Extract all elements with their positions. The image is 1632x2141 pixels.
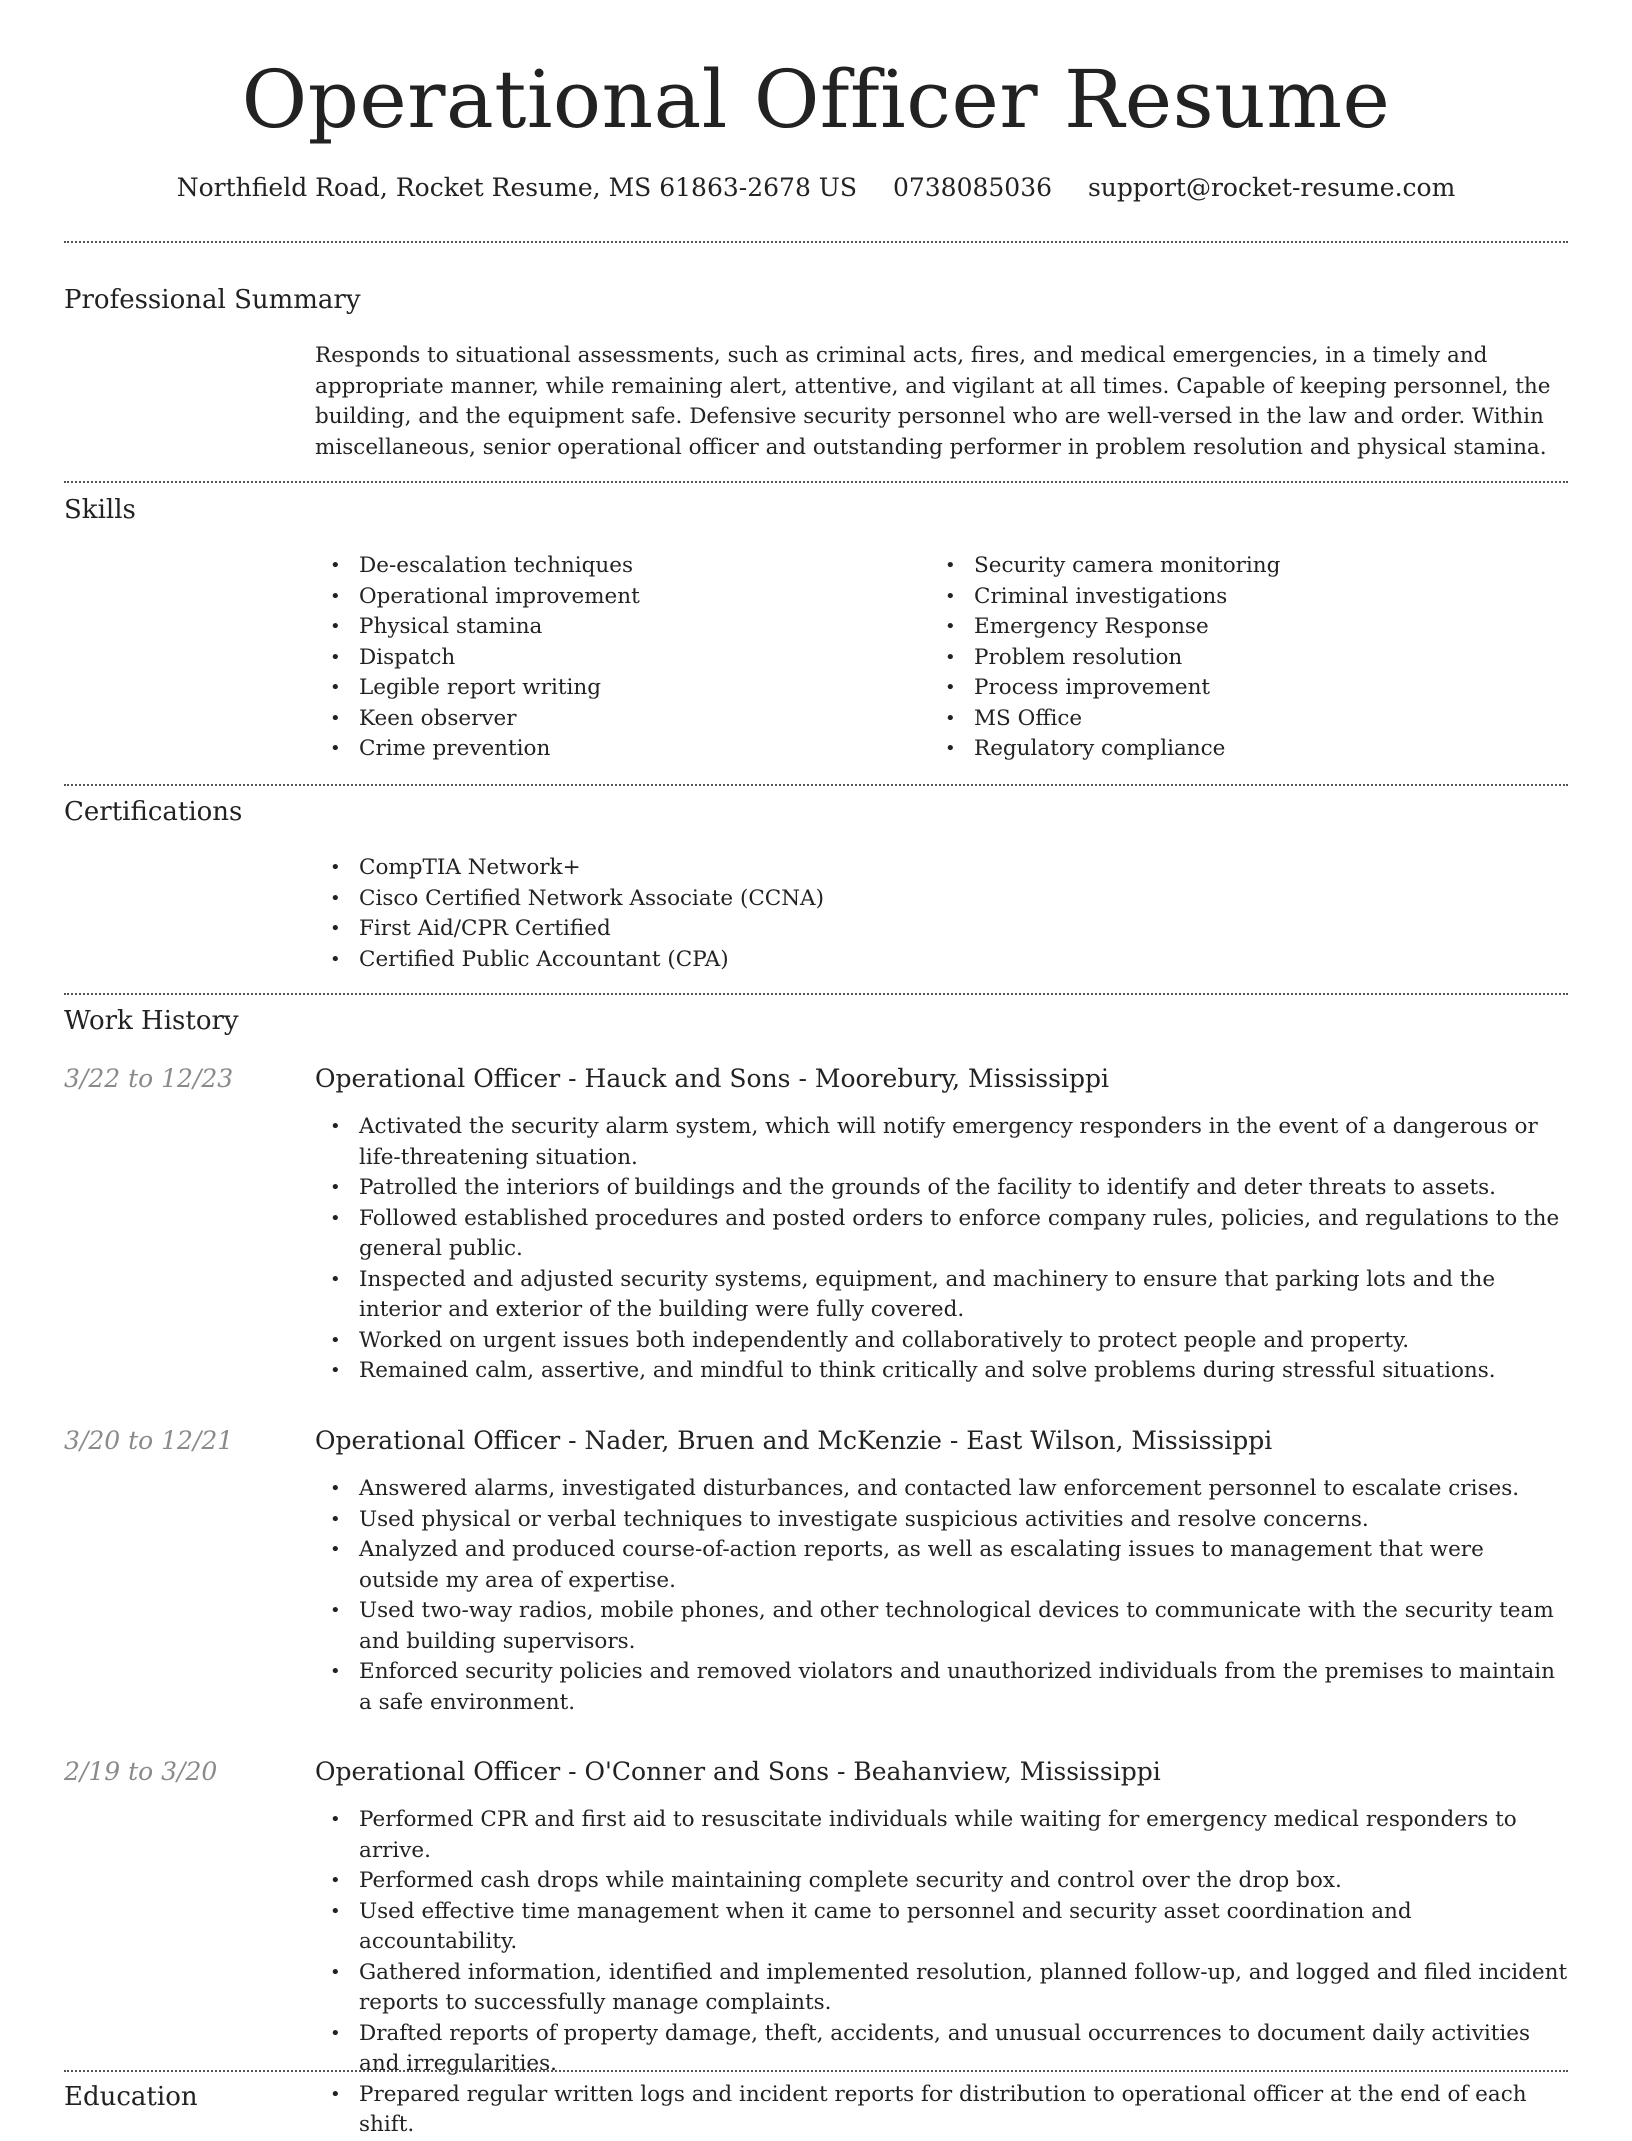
skill-item: • Dispatch (315, 643, 915, 674)
job-bullet: • Analyzed and produced course-of-action reports, as well as escalating issues to management that were outside my area of expertise. (315, 1535, 1568, 1596)
job-bullet: • Used effective time management when it came to personnel and security asset coordination and accountability. (315, 1897, 1568, 1958)
skill-item: • Process improvement (930, 673, 1530, 704)
skill-item: • Physical stamina (315, 612, 915, 643)
contact-address: Northfield Road, Rocket Resume, MS 61863-2678 US (176, 173, 857, 202)
divider (64, 481, 1568, 483)
divider (64, 241, 1568, 243)
job-bullet: • Gathered information, identified and implemented resolution, planned follow-up, and logged and filed incident reports to successfully manage complaints. (315, 1958, 1568, 2019)
job-title: Operational Officer - Nader, Bruen and McKenzie - East Wilson, Mississippi (315, 1426, 1273, 1455)
job-bullet: • Patrolled the interiors of buildings and the grounds of the facility to identify and deter threats to assets. (315, 1173, 1568, 1204)
section-title-skills: Skills (64, 495, 136, 525)
job-bullet: • Performed CPR and first aid to resuscitate individuals while waiting for emergency medical responders to arrive. (315, 1805, 1568, 1866)
contact-line (0, 170, 1632, 206)
skill-item: • De-escalation techniques (315, 551, 915, 582)
skills-list (315, 551, 1568, 767)
skill-item: • Emergency Response (930, 612, 1530, 643)
job-bullet: • Drafted reports of property damage, theft, accidents, and unusual occurrences to document daily activities and irregularities. (315, 2019, 1568, 2080)
job-bullet: • Performed cash drops while maintaining complete security and control over the drop box. (315, 1866, 1568, 1897)
job-bullet: • Inspected and adjusted security systems, equipment, and machinery to ensure that parking lots and the interior and exterior of the building were fully covered. (315, 1265, 1568, 1326)
skill-item: • Legible report writing (315, 673, 915, 704)
job-bullet: • Used physical or verbal techniques to investigate suspicious activities and resolve concerns. (315, 1505, 1568, 1536)
skill-item: • Crime prevention (315, 734, 915, 765)
certification-item: • Cisco Certified Network Associate (CCNA) (315, 884, 1568, 915)
job-title: Operational Officer - Hauck and Sons - Moorebury, Mississippi (315, 1064, 1109, 1093)
job-dates: 2/19 to 3/20 (64, 1757, 218, 1786)
job-dates: 3/22 to 12/23 (64, 1064, 234, 1093)
skills-column-left (315, 551, 915, 765)
job-title: Operational Officer - O'Conner and Sons - Beahanview, Mississippi (315, 1757, 1161, 1786)
skill-item: • MS Office (930, 704, 1530, 735)
certification-item: • First Aid/CPR Certified (315, 914, 1568, 945)
job-dates: 3/20 to 12/21 (64, 1426, 234, 1455)
summary-text: Responds to situational assessments, such as criminal acts, fires, and medical emergencies, in a timely and appropriate manner, while remaining alert, attentive, and vigilant at all times. Capable of keeping personnel, the building, and the equipment safe. Defensive security personnel who are well-versed in the law and order. Within miscellaneous, senior operational officer and outstanding performer in problem resolution and physical stamina. (315, 343, 1551, 460)
divider (64, 993, 1568, 995)
section-title-work-history: Work History (64, 1006, 239, 1036)
job-bullet: • Followed established procedures and posted orders to enforce company rules, policies, and regulations to the general public. (315, 1204, 1568, 1265)
skill-item: • Criminal investigations (930, 582, 1530, 613)
skill-item: • Problem resolution (930, 643, 1530, 674)
job-bullets (315, 1805, 1568, 2141)
contact-email: support@rocket-resume.com (1087, 173, 1456, 202)
divider (64, 784, 1568, 786)
skill-item: • Operational improvement (315, 582, 915, 613)
job-bullet: • Enforced security policies and removed violators and unauthorized individuals from the premises to maintain a safe environment. (315, 1657, 1568, 1718)
divider (64, 2070, 1568, 2072)
job-bullet: • Activated the security alarm system, which will notify emergency responders in the event of a dangerous or life-threatening situation. (315, 1112, 1568, 1173)
section-title-certifications: Certifications (64, 797, 243, 827)
section-title-education: Education (64, 2082, 198, 2112)
contact-phone: 0738085036 (892, 173, 1053, 202)
job-bullet: • Worked on urgent issues both independently and collaboratively to protect people and property. (315, 1326, 1568, 1357)
job-bullet: • Answered alarms, investigated disturbances, and contacted law enforcement personnel to escalate crises. (315, 1474, 1568, 1505)
certifications-list (315, 853, 1568, 975)
skill-item: • Keen observer (315, 704, 915, 735)
job-bullets (315, 1474, 1568, 1718)
certification-item: • Certified Public Accountant (CPA) (315, 945, 1568, 976)
section-title-summary: Professional Summary (64, 285, 361, 315)
job-bullet: • Used two-way radios, mobile phones, and other technological devices to communicate with the security team and building supervisors. (315, 1596, 1568, 1657)
resume-title: Operational Officer Resume (241, 53, 1391, 146)
certification-item: • CompTIA Network+ (315, 853, 1568, 884)
job-bullet: • Prepared regular written logs and incident reports for distribution to operational officer at the end of each shift. (315, 2080, 1568, 2141)
job-bullet: • Remained calm, assertive, and mindful to think critically and solve problems during stressful situations. (315, 1356, 1568, 1387)
skill-item: • Security camera monitoring (930, 551, 1530, 582)
skill-item: • Regulatory compliance (930, 734, 1530, 765)
job-bullets (315, 1112, 1568, 1387)
skills-column-right (930, 551, 1530, 765)
